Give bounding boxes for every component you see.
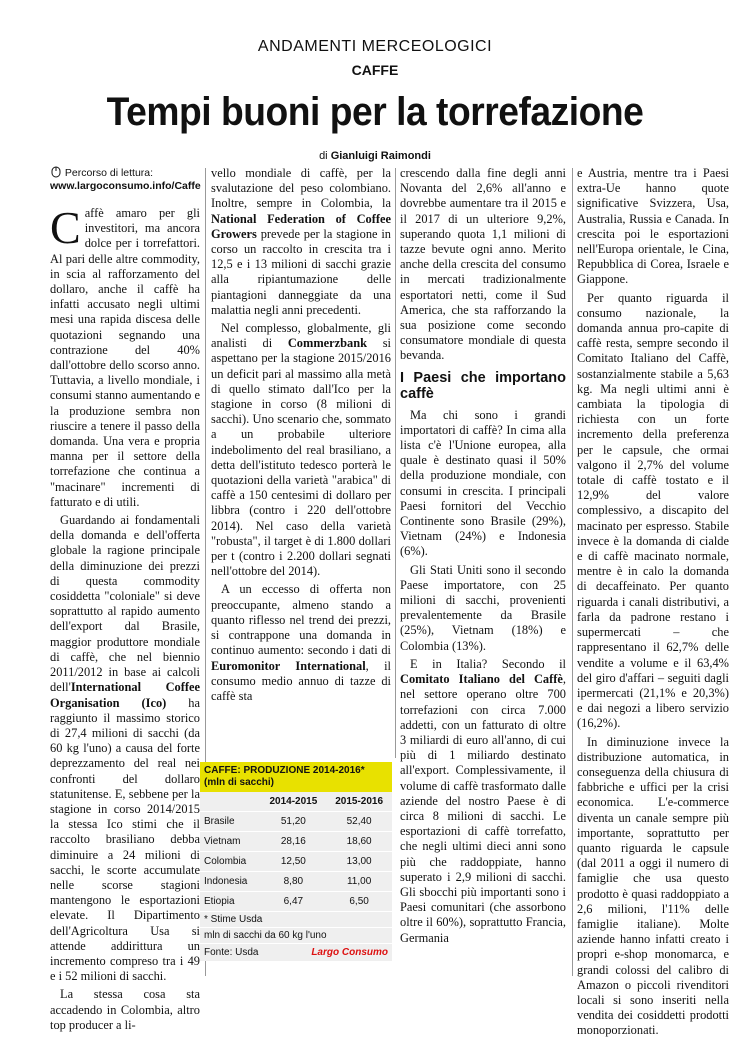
column-1 [50, 202, 201, 1036]
column-divider [572, 168, 573, 976]
paragraph: Guardando ai fondamentali della domanda e dell'offerta globale la ragione principale della diminuzione dei prezzi di questa commodity cosiddetta "coloniale" si deve soprattutto al rapido aumento dell'export dal Brasile, maggior produttore mondiale di caffè, che nel biennio 2011/2012 in base ai calcoli dell'International Coffee Organisation (Ico) ha raggiunto il massimo storico di 27,4 milioni di sacchi (da 60 kg l'uno) a causa del forte deprezzamento del real nei confronti del dollaro statunitense. E, sebbene per la stagione in corso 2014/2015 la stessa Ico stimi che il raccolto brasiliano debba diminuire a 24 milioni di sacchi, le scorte accumulate nelle scorse stagioni mantengono le esportazioni elevate. Il Dipartimento dell'Agricoltura Usa si attende addirittura un incremento compreso tra i 49 e i 52 milioni di sacchi. [50, 513, 201, 984]
table-header-row [200, 792, 392, 812]
mouse-icon [50, 166, 62, 178]
table-note: mln di sacchi da 60 kg l'uno [200, 928, 392, 944]
paragraph: Nel complesso, globalmente, gli analisti di Commerzbank si aspettano per la stagione 2015/2016 un deficit pari al massimo alla metà di quello stimato dall'Ico per la stagione in corso (8 milioni di sacchi). Uno scenario che, sommato a un probabile ulteriore indebolimento del real brasiliano, a detta dell'istituto tedesco porterà le quotazioni della varietà "arabica" di caffè a 150 centesimi di dollaro per libbra (contro i 220 dell'ottobre 2014). Nel caso della varietà "robusta", il target è di 1.800 dollari per t (contro i 2.200 dollari segnati nell'ottobre del 2014). [211, 321, 391, 579]
column-header: 2014-2015 [261, 792, 327, 812]
paragraph: e Austria, mentre tra i Paesi extra-Ue hanno quote significative Svizzera, Usa, Australia, Russia e Canada. In crescita poi le esportazioni nell'Europa orientale, le Cina, Repubblica di Corea, Israele e Giappone. [577, 166, 729, 287]
production-table [200, 762, 392, 961]
column-3 [400, 166, 566, 949]
headline: Tempi buoni per la torrefazione [106, 90, 644, 134]
brand-logo: Largo Consumo [311, 947, 388, 958]
table-source: Fonte: Usda Largo Consumo [204, 947, 388, 958]
paragraph: E in Italia? Secondo il Comitato Italiano del Caffè, nel settore operano oltre 700 torrefazioni con circa 7.000 addetti, con un fatturato di oltre 3 miliardi di euro all'anno, di cui più di 1 miliardo destinato all'export. Complessivamente, il volume di caffè trasformato dalle aziende del nostro Paese è di circa 8 milioni di sacchi. Le esportazioni di caffè torrefatto, che negli ultimi dieci anni sono più che raddoppiate, hanno superato i 2,9 milioni di sacchi. Gli sbocchi più importanti sono i Paesi comunitari (che assorbono oltre il 60%), soprattutto Francia, Germania [400, 656, 566, 945]
column-divider [395, 168, 396, 758]
reading-label: Percorso di lettura: [64, 167, 154, 179]
paragraph: crescendo dalla fine degli anni Novanta del 2,6% all'anno e dovrebbe aumentare tra il 2015 e il 2017 di un ulteriore 9,2%, superando quota 1,1 milioni di tazze bevute ogni anno. Merito anche della crescita del consumo in mercati tradizionalmente esportatori netti, come il Sud America, che sta rafforzando la sua posizione come secondo consumatore mondiale di questa bevanda. [400, 166, 566, 363]
subheading: I Paesi che importano caffè [400, 369, 566, 402]
drop-cap: C [50, 202, 81, 253]
column-4 [577, 166, 729, 1042]
column-header: 2015-2016 [326, 792, 392, 812]
table-row: Brasile 51,20 52,40 [200, 812, 392, 832]
table-row: Vietnam 28,16 18,60 [200, 832, 392, 852]
paragraph: In diminuzione invece la distribuzione automatica, in conseguenza della chiusura di fabbriche e uffici per la crisi economica. L'e-commerce diventa un canale sempre più importante, soprattutto per quanto riguarda le capsule (dal 2011 a oggi il numero di famiglie che usa questo prodotto è quasi raddoppiato a 2,6 milioni, l'11% delle famiglie italiane). Molte aziende hanno infatti creato i propri e-shop monomarca, e grandi colossi del calibro di Amazon o piccoli rivenditori locali si sono inseriti nella vendita dei cosiddetti prodotti monoporzionati. [577, 734, 729, 1038]
reading-path [50, 166, 200, 193]
byline-prefix: di [319, 150, 328, 162]
byline [0, 150, 750, 162]
reading-url[interactable]: www.largoconsumo.info/Caffe [50, 180, 201, 192]
paragraph: A un eccesso di offerta non preoccupante, almeno stando a quanto riflesso nel trend dei prezzi, si contrappone una domanda in continuo aumento: secondo i dati di Euromonitor International, il consumo medio annuo di tazze di caffè sta [211, 582, 391, 703]
kicker: ANDAMENTI MERCEOLOGICI [257, 38, 493, 55]
section-label: CAFFE [351, 62, 399, 78]
table-subtitle: (mln di sacchi) [204, 777, 275, 788]
table-note: * Stime Usda [200, 912, 392, 928]
table-row: Indonesia 8,80 11,00 [200, 872, 392, 892]
paragraph: vello mondiale di caffè, per la svalutazione del peso colombiano. Inoltre, sempre in Colombia, la National Federation of Coffee Growers prevede per la stagione in corso un raccolto in crescita tra i 12,5 e i 13 milioni di sacchi grazie alla ripiantumazione delle piantagioni danneggiate da una malattia negli anni precedenti. [211, 166, 391, 317]
author-name: Gianluigi Raimondi [330, 150, 431, 162]
table-title: CAFFE: PRODUZIONE 2014-2016* (mln di sacchi) [200, 762, 392, 792]
column-2 [211, 166, 391, 707]
table-row: Colombia 12,50 13,00 [200, 852, 392, 872]
paragraph: Caffè amaro per gli investitori, ma ancora dolce per i torrefattori. Al pari delle altre commodity, in scia al rafforzamento del dollaro, anche il caffè ha infatti accusato negli ultimi mesi una rapida discesa delle quotazioni segnando una contrazione del 40% dall'ottobre dello scorso anno. Tuttavia, a livello mondiale, i consumi stanno aumentando e la produzione sembra non riuscire a tenere il passo della domanda. Una vera e propria manna per il settore della torrefazione che continua a "macinare" incrementi di fatturato e di utili. [50, 202, 200, 509]
paragraph: Per quanto riguarda il consumo nazionale, la domanda annua pro-capite di caffè resta, sempre secondo il Comitato Italiano del Caffè, sostanzialmente stabile a 5,63 kg. Ma negli ultimi anni è cambiata la tipologia di richiesta con un forte incremento della preferenza per le capsule, che ormai valgono il 2,7% del volume totale di caffè tostato e il 12,9% del valore complessivo, a discapito del macinato per espresso. Stabile invece è la domanda di cialde e di caffè macinato normale, mentre è in calo la domanda di decaffeinato. Per quanto riguarda i canali distributivi, a farla da padrone restano i supermercati – che rappresentano il 62,7% delle vendite a volume e il 63,4% del giro d'affari – seguiti dagli ipermercati (21,1% e 20,3%) e dai negozi a libero servizio (16,2%). [577, 290, 729, 731]
paragraph: Ma chi sono i grandi importatori di caffè? In cima alla lista c'è l'Unione europea, alla quale è destinato quasi il 50% della produzione mondiale, con consumi in crescita. I principali Paesi fornitori del Vecchio Continente sono Brasile (29%), Vietnam (24%) e Indonesia (6%). [400, 407, 566, 559]
paragraph: Gli Stati Uniti sono il secondo Paese importatore, con 25 milioni di sacchi, provenienti prevalentemente da Brasile (25%), Vietnam (18%) e Colombia (13%). [400, 562, 566, 653]
table-row: Etiopia 6,47 6,50 [200, 892, 392, 912]
data-table [200, 792, 392, 912]
paragraph: La stessa cosa sta accadendo in Colombia, altro top producer a li- [50, 987, 200, 1032]
